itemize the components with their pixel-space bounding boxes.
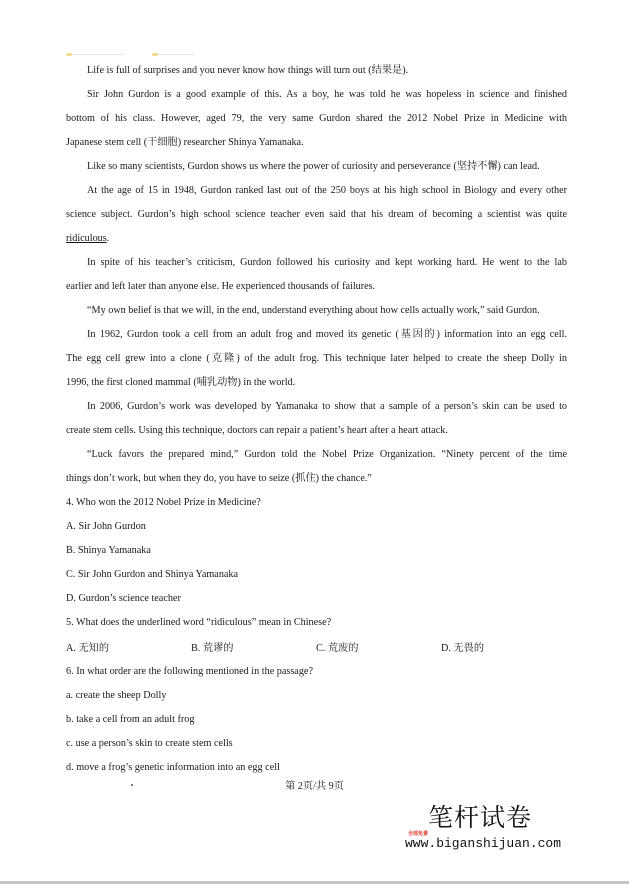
question-5-option-c: C. 荒废的 — [316, 643, 359, 654]
question-6-item-c: c. use a person’s skin to create stem cells — [66, 738, 233, 749]
question-6-item-b: b. take a cell from an adult frog — [66, 714, 195, 725]
header-mark-dot — [152, 53, 158, 56]
passage-line: create stem cells. Using this technique, doctors can repair a patient’s heart after a heart attack. — [66, 425, 448, 436]
watermark-url: www.biganshijuan.com — [405, 836, 562, 851]
question-4-option-d: D. Gurdon’s science teacher — [66, 593, 181, 604]
header-mark — [66, 54, 124, 55]
question-4-option-a: A. Sir John Gurdon — [66, 521, 146, 532]
passage-line — [66, 233, 567, 245]
watermark-badge: 全部免费 — [408, 831, 429, 837]
question-6-item-d: d. move a frog’s genetic information into an egg cell — [66, 762, 280, 773]
passage-line: science subject. Gurdon’s high school science teacher even said that his dream of becoming a scientist was quite — [66, 209, 567, 220]
question-4-option-c: C. Sir John Gurdon and Shinya Yamanaka — [66, 569, 239, 580]
passage-line: Japanese stem cell (干细胞) researcher Shinya Yamanaka. — [66, 137, 304, 148]
passage-line: earlier and left later than anyone else. He experienced thousands of failures. — [66, 281, 376, 292]
passage-line: Sir John Gurdon is a good example of this. As a boy, he was told he was hopeless in science and finished — [87, 89, 567, 100]
passage-line: 1996, the first cloned mammal (哺乳动物) in the world. — [66, 377, 296, 388]
punctuation: . — [106, 233, 110, 244]
question-5-option-a: A. 无知的 — [66, 643, 110, 654]
passage-line: Like so many scientists, Gurdon shows us where the power of curiosity and perseverance (坚持不懈) can lead. — [87, 161, 540, 172]
watermark-logo — [405, 804, 585, 854]
question-4-option-b: B. Shinya Yamanaka — [66, 545, 151, 556]
question-6-item-a: a. create the sheep Dolly — [66, 690, 167, 701]
question-4-text: 4. Who won the 2012 Nobel Prize in Medicine? — [66, 497, 261, 508]
page-number: 第 2页/共 9页 — [285, 781, 344, 792]
passage-line: bottom of his class. However, aged 79, the very same Gurdon shared the 2012 Nobel Prize in Medicine with — [66, 113, 567, 124]
question-5-option-b: B. 荒谬的 — [191, 643, 234, 654]
passage-line: Life is full of surprises and you never know how things will turn out (结果是). — [87, 65, 409, 76]
passage-line: The egg cell grew into a clone (克隆) of the adult frog. This technique later helped to create the sheep Dolly in — [66, 353, 567, 364]
passage-line: things don’t work, but when they do, you have to seize (抓住) the chance.” — [66, 473, 372, 484]
passage-line: At the age of 15 in 1948, Gurdon ranked last out of the 250 boys at his high school in Biology and every other — [87, 185, 567, 196]
passage-line: “My own belief is that we will, in the end, understand everything about how cells actually work,” said Gurdon. — [87, 305, 540, 316]
header-mark — [152, 54, 194, 55]
question-5-option-d: D. 无畏的 — [441, 643, 485, 654]
passage-line: “Luck favors the prepared mind,” Gurdon told the Nobel Prize Organization. “Ninety percent of the time — [87, 449, 567, 460]
question-5-options — [66, 643, 567, 655]
watermark-title: 笔杆试卷 — [428, 803, 533, 832]
underlined-word: ridiculous — [66, 233, 107, 244]
question-6-text: 6. In what order are the following mentioned in the passage? — [66, 666, 313, 677]
question-5-text: 5. What does the underlined word “ridiculous” mean in Chinese? — [66, 617, 332, 628]
passage-line: In spite of his teacher’s criticism, Gurdon followed his curiosity and kept working hard. He went to the lab — [87, 257, 567, 268]
passage-line: In 1962, Gurdon took a cell from an adult frog and moved its genetic (基因的) information into an egg cell. — [87, 329, 567, 340]
header-mark-dot — [66, 53, 72, 56]
passage-line: In 2006, Gurdon’s work was developed by Yamanaka to show that a sample of a person’s skin can be used to — [87, 401, 567, 412]
